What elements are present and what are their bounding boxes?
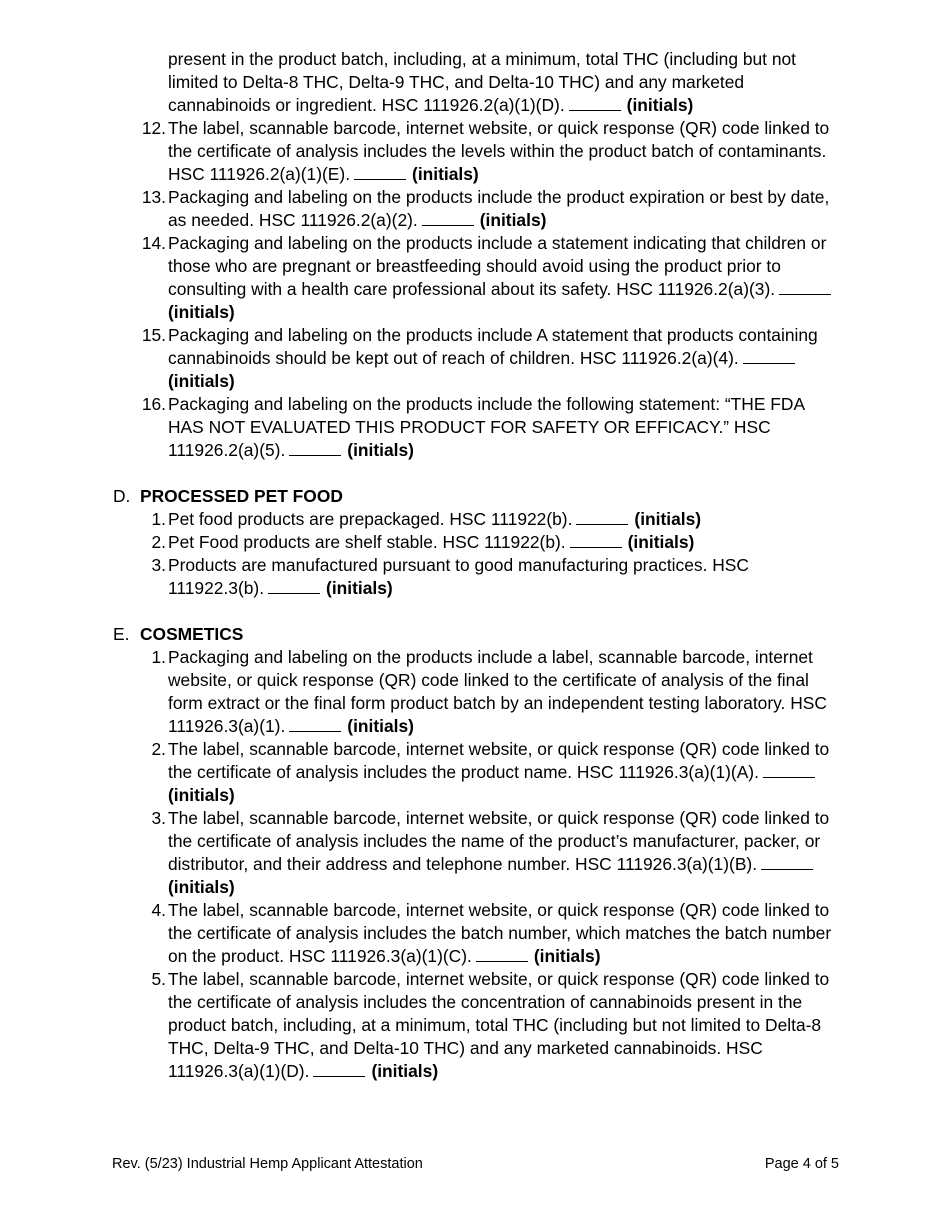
list-item: 2. Pet Food products are shelf stable. HSC 111922(b). (initials) bbox=[151, 532, 695, 552]
list-item: 16. Packaging and labeling on the products include the following statement: “THE FDA HAS NOT EVALUATED THIS PRODUCT FOR SAFETY OR EFFICACY.” HSC 111926.2(a)(5). (initials) bbox=[141, 394, 805, 460]
list-item: 1. Pet food products are prepackaged. HSC 111922(b). (initials) bbox=[151, 509, 702, 529]
document-body bbox=[113, 48, 843, 1083]
initials-blank[interactable] bbox=[743, 347, 795, 364]
initials-blank[interactable] bbox=[763, 761, 815, 778]
section-c-continuation: present in the product batch, including, at a minimum, total THC (including but not limited to Delta-8 THC, Delta-9 THC, and Delta-10 THC) and any marketed cannabinoids or ingredient. HSC 111926.2(a)(1)(D). (initials) bbox=[168, 49, 797, 115]
initials-blank[interactable] bbox=[354, 163, 406, 180]
section-e-list bbox=[151, 646, 843, 1083]
initials-blank[interactable] bbox=[476, 945, 528, 962]
list-item: 4. The label, scannable barcode, internet website, or quick response (QR) code linked to the certificate of analysis includes the batch number, which matches the batch number on the product. HSC 111926.3(a)(1)(C). (initials) bbox=[151, 900, 832, 966]
section-letter: D. bbox=[113, 486, 131, 506]
list-item: 2. The label, scannable barcode, internet website, or quick response (QR) code linked to the certificate of analysis includes the product name. HSC 111926.3(a)(1)(A).(initials) bbox=[151, 739, 830, 805]
list-item: 3. Products are manufactured pursuant to good manufacturing practices. HSC 111922.3(b). (initials) bbox=[151, 555, 749, 598]
section-letter: E. bbox=[113, 624, 130, 644]
initials-blank[interactable] bbox=[569, 94, 621, 111]
list-item: 3. The label, scannable barcode, internet website, or quick response (QR) code linked to the certificate of analysis includes the name of the product’s manufacturer, packer, or distributor, and their address and telephone number. HSC 111926.3(a)(1)(B).(initials) bbox=[151, 808, 830, 897]
list-item: 15. Packaging and labeling on the products include A statement that products containing cannabinoids should be kept out of reach of children. HSC 111926.2(a)(4).(initials) bbox=[141, 325, 818, 391]
section-title: PROCESSED PET FOOD bbox=[140, 486, 343, 506]
footer-revision: Rev. (5/23) Industrial Hemp Applicant Attestation bbox=[112, 1156, 423, 1172]
page-footer bbox=[112, 1156, 839, 1172]
section-title: COSMETICS bbox=[140, 624, 244, 644]
initials-blank[interactable] bbox=[779, 278, 831, 295]
list-item: 12. The label, scannable barcode, internet website, or quick response (QR) code linked to the certificate of analysis includes the levels within the product batch of contaminants. HSC 111926.2(a)(1)(E). (initials) bbox=[141, 118, 830, 184]
initials-blank[interactable] bbox=[289, 439, 341, 456]
list-item: 5. The label, scannable barcode, internet website, or quick response (QR) code linked to the certificate of analysis includes the concentration of cannabinoids present in the product batch, including, at a minimum, total THC (including but not limited to Delta-8 THC, Delta-9 THC, and Delta-10 THC) and any marketed cannabinoids. HSC 111926.3(a)(1)(D). (initials) bbox=[151, 969, 830, 1081]
page-number: Page 4 of 5 bbox=[764, 1156, 839, 1172]
list-item: 14. Packaging and labeling on the products include a statement indicating that children or those who are pregnant or breastfeeding should avoid using the product prior to consulting with a health care professional about its safety. HSC 111926.2(a)(3).(initials) bbox=[168, 232, 843, 324]
list-item: 13. Packaging and labeling on the products include the product expiration or best by date, as needed. HSC 111926.2(a)(2). (initials) bbox=[141, 187, 830, 230]
section-d-heading bbox=[113, 485, 815, 508]
initials-blank[interactable] bbox=[570, 531, 622, 548]
section-e-heading bbox=[113, 623, 815, 646]
section-d-list bbox=[151, 508, 843, 600]
initials-blank[interactable] bbox=[576, 508, 628, 525]
initials-blank[interactable] bbox=[313, 1060, 365, 1077]
initials-blank[interactable] bbox=[422, 209, 474, 226]
initials-blank[interactable] bbox=[761, 853, 813, 870]
initials-blank[interactable] bbox=[268, 577, 320, 594]
list-item: 1. Packaging and labeling on the products include a label, scannable barcode, internet website, or quick response (QR) code linked to the certificate of analysis of the final form extract or the final form product batch by an independent testing laboratory. HSC 111926.3(a)(1). (initials) bbox=[151, 647, 827, 736]
section-c-list bbox=[141, 117, 843, 462]
initials-blank[interactable] bbox=[289, 715, 341, 732]
